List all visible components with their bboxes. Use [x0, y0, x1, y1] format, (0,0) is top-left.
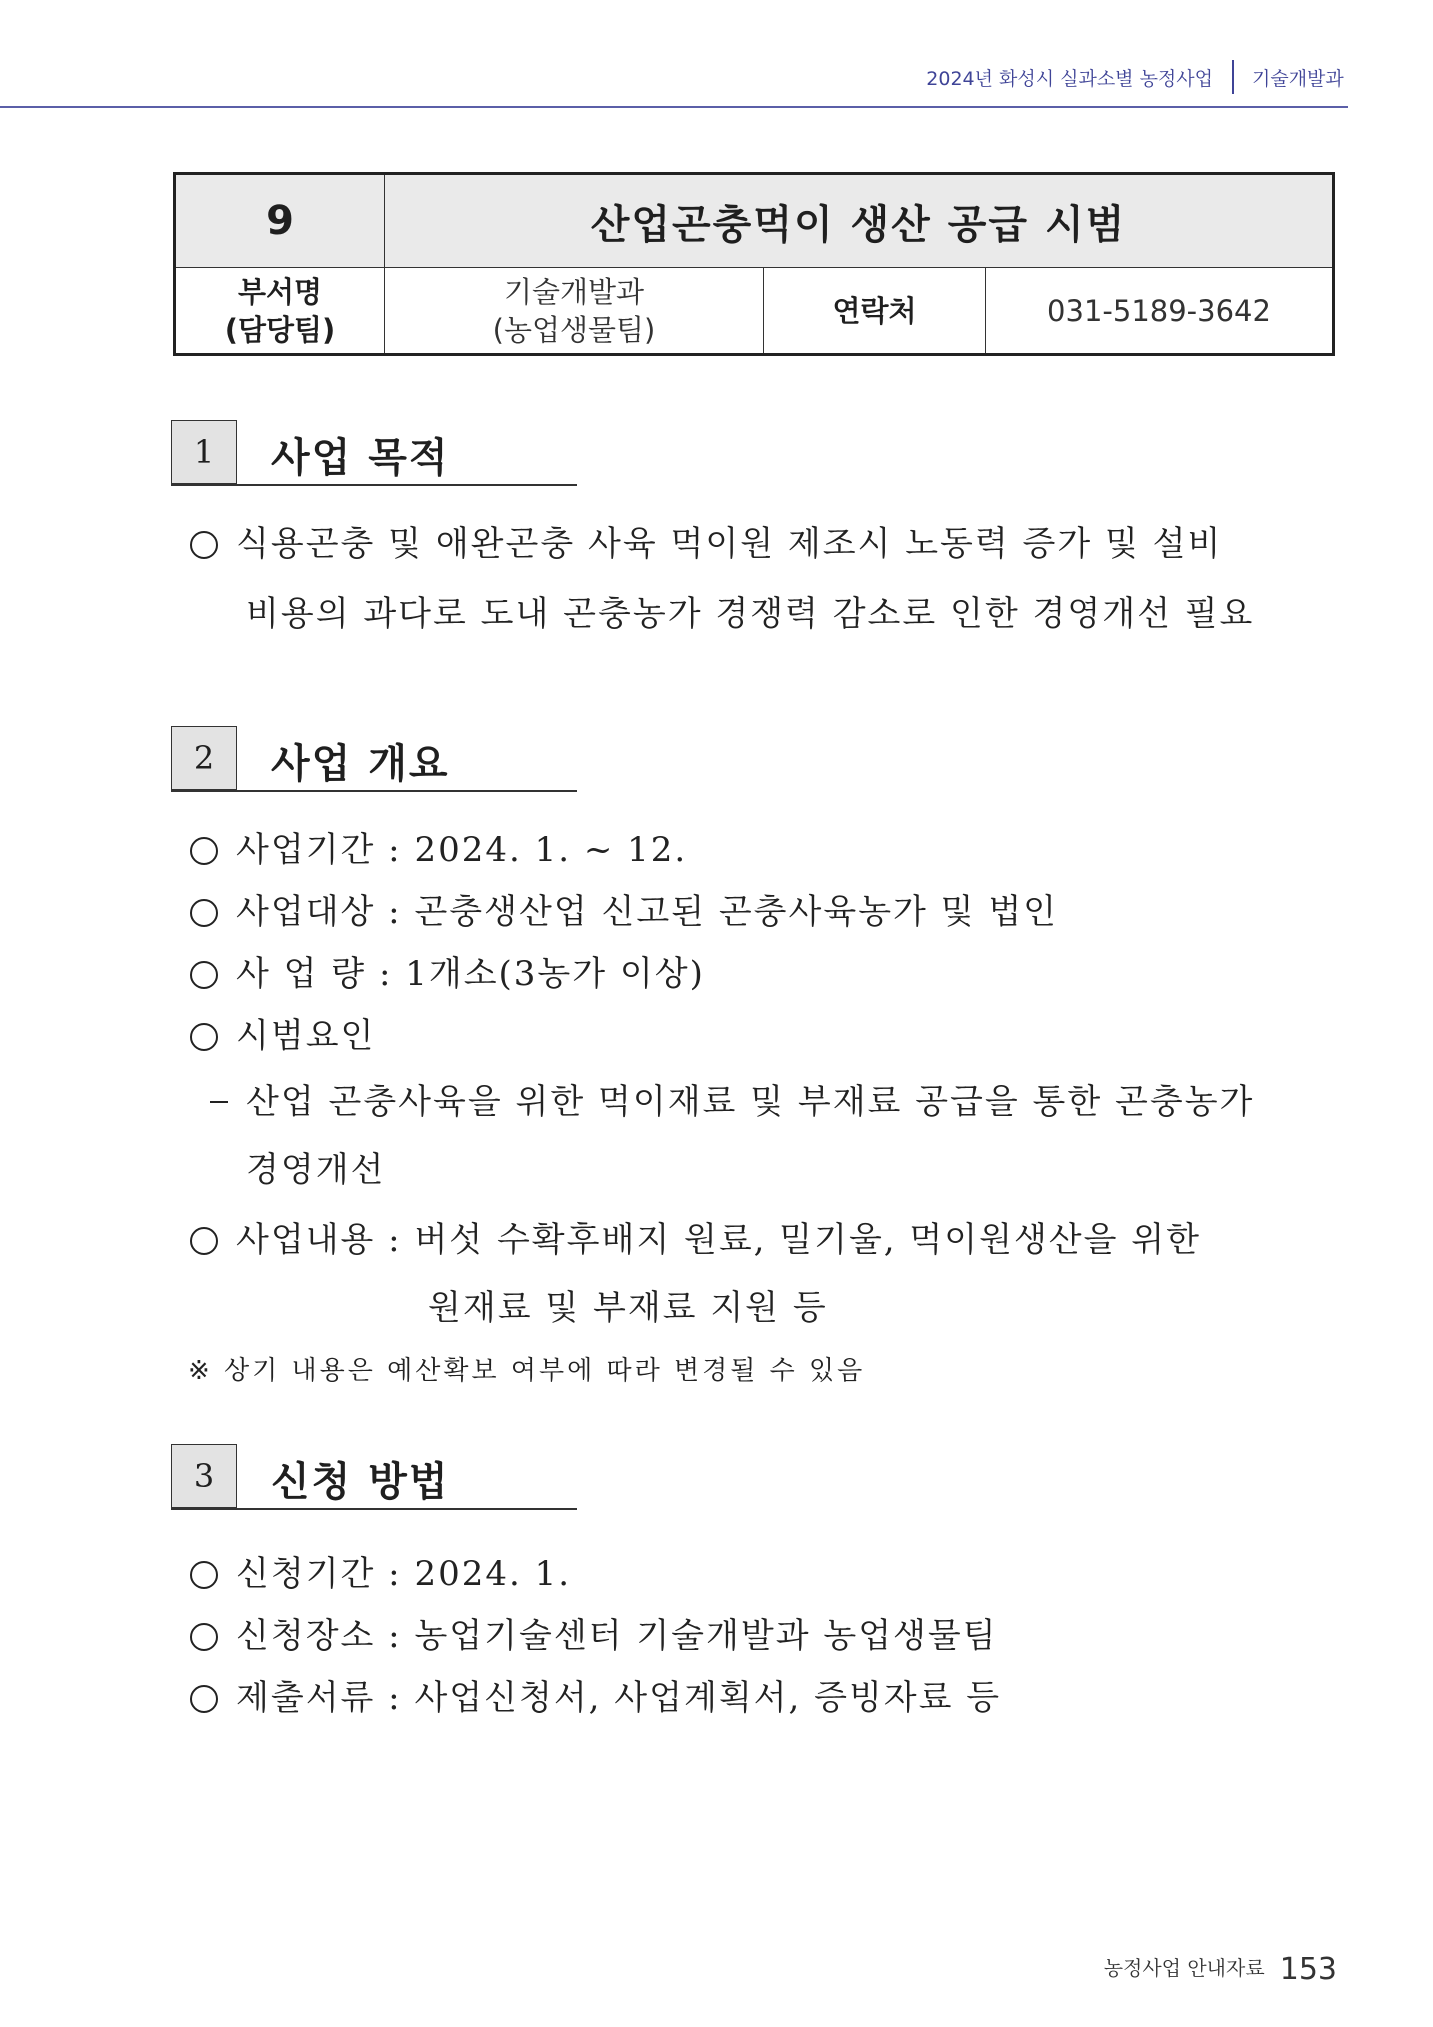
- page-footer: [1104, 1952, 1337, 1987]
- section-2-line-5: 산업 곤충사육을 위한 먹이재료 및 부재료 공급을 통한 곤충농가: [246, 1082, 1255, 1122]
- section-1-title: 사업 목적: [271, 435, 450, 481]
- circle-bullet-icon: [190, 899, 218, 927]
- budget-note: ※ 상기 내용은 예산확보 여부에 따라 변경될 수 있음: [188, 1356, 866, 1386]
- project-info-table: [173, 172, 1335, 356]
- section-2-number: 2: [171, 726, 237, 790]
- section-2-line-2: 사업대상 : 곤충생산업 신고된 곤충사육농가 및 법인: [236, 892, 1059, 932]
- section-2-title: 사업 개요: [271, 741, 450, 787]
- header-document-title: 2024년 화성시 실과소별 농정사업: [926, 68, 1213, 90]
- circle-bullet-icon: [190, 1685, 218, 1713]
- project-title-row: [175, 174, 1334, 268]
- section-1-number: 1: [171, 420, 237, 484]
- circle-bullet-icon: [190, 837, 218, 865]
- project-title: 산업곤충먹이 생산 공급 시범: [385, 174, 1334, 268]
- section-3-heading: [171, 1444, 577, 1510]
- dash-bullet-icon: [210, 1101, 228, 1104]
- dept-value: [385, 268, 764, 355]
- section-3-number: 3: [171, 1444, 237, 1508]
- section-2-line-7: 사업내용 : 버섯 수확후배지 원료, 밀기울, 먹이원생산을 위한: [236, 1220, 1201, 1260]
- section-1-line-1: 식용곤충 및 애완곤충 사육 먹이원 제조시 노동력 증가 및 설비: [236, 524, 1223, 564]
- project-contact-row: [175, 268, 1334, 355]
- circle-bullet-icon: [190, 961, 218, 989]
- dept-label: [175, 268, 385, 355]
- section-3-item-place: [190, 1608, 998, 1657]
- section-2-item-content: [190, 1212, 1201, 1261]
- dept-value-line1: 기술개발과: [503, 274, 645, 309]
- section-3-item-documents: [190, 1670, 1001, 1719]
- dept-label-line1: 부서명: [237, 274, 323, 309]
- circle-bullet-icon: [190, 531, 218, 559]
- section-3-title: 신청 방법: [271, 1459, 450, 1505]
- circle-bullet-icon: [190, 1623, 218, 1651]
- section-2-rule: [171, 790, 577, 792]
- section-2-line-4: 시범요인: [236, 1016, 376, 1056]
- section-3-line-3: 제출서류 : 사업신청서, 사업계획서, 증빙자료 등: [236, 1678, 1002, 1718]
- section-2-line-1: 사업기간 : 2024. 1. ~ 12.: [236, 830, 688, 870]
- section-2-line-3: 사 업 량 : 1개소(3농가 이상): [236, 954, 705, 994]
- circle-bullet-icon: [190, 1227, 218, 1255]
- section-3-rule: [171, 1508, 577, 1510]
- contact-label: 연락처: [764, 268, 986, 355]
- header-department: 기술개발과: [1252, 68, 1344, 90]
- section-3-item-period: [190, 1546, 571, 1595]
- section-1-item-continued: [246, 586, 1254, 635]
- header-separator: [1232, 60, 1234, 94]
- section-2-heading: [171, 726, 577, 792]
- dept-value-line2: (농업생물팀): [492, 312, 656, 347]
- section-2-line-6: 경영개선: [246, 1150, 386, 1190]
- header-rule: [0, 106, 1348, 108]
- circle-bullet-icon: [190, 1561, 218, 1589]
- section-2-item-target: [190, 884, 1058, 933]
- page-header: [0, 0, 1433, 108]
- footer-label: 농정사업 안내자료: [1103, 1956, 1265, 1980]
- contact-value: 031-5189-3642: [986, 268, 1334, 355]
- section-1-rule: [171, 484, 577, 486]
- section-2-line-8: 원재료 및 부재료 지원 등: [428, 1288, 828, 1328]
- section-3-line-1: 신청기간 : 2024. 1.: [236, 1554, 572, 1594]
- circle-bullet-icon: [190, 1023, 218, 1051]
- dept-label-line2: (담당팀): [224, 312, 336, 347]
- section-3-line-2: 신청장소 : 농업기술센터 기술개발과 농업생물팀: [236, 1616, 998, 1656]
- section-1-line-2: 비용의 과다로 도내 곤충농가 경쟁력 감소로 인한 경영개선 필요: [246, 594, 1255, 634]
- section-1-item: [190, 516, 1222, 565]
- page-number: 153: [1279, 1952, 1337, 1987]
- project-number: 9: [175, 174, 385, 268]
- section-2-subitem-continued: [246, 1142, 385, 1191]
- section-2-subitem: [210, 1074, 1254, 1123]
- section-2-item-factor: [190, 1008, 375, 1057]
- section-2-item-period: [190, 822, 687, 871]
- section-2-item-quantity: [190, 946, 705, 995]
- section-2-item-content-continued: [428, 1280, 828, 1329]
- section-1-heading: [171, 420, 577, 486]
